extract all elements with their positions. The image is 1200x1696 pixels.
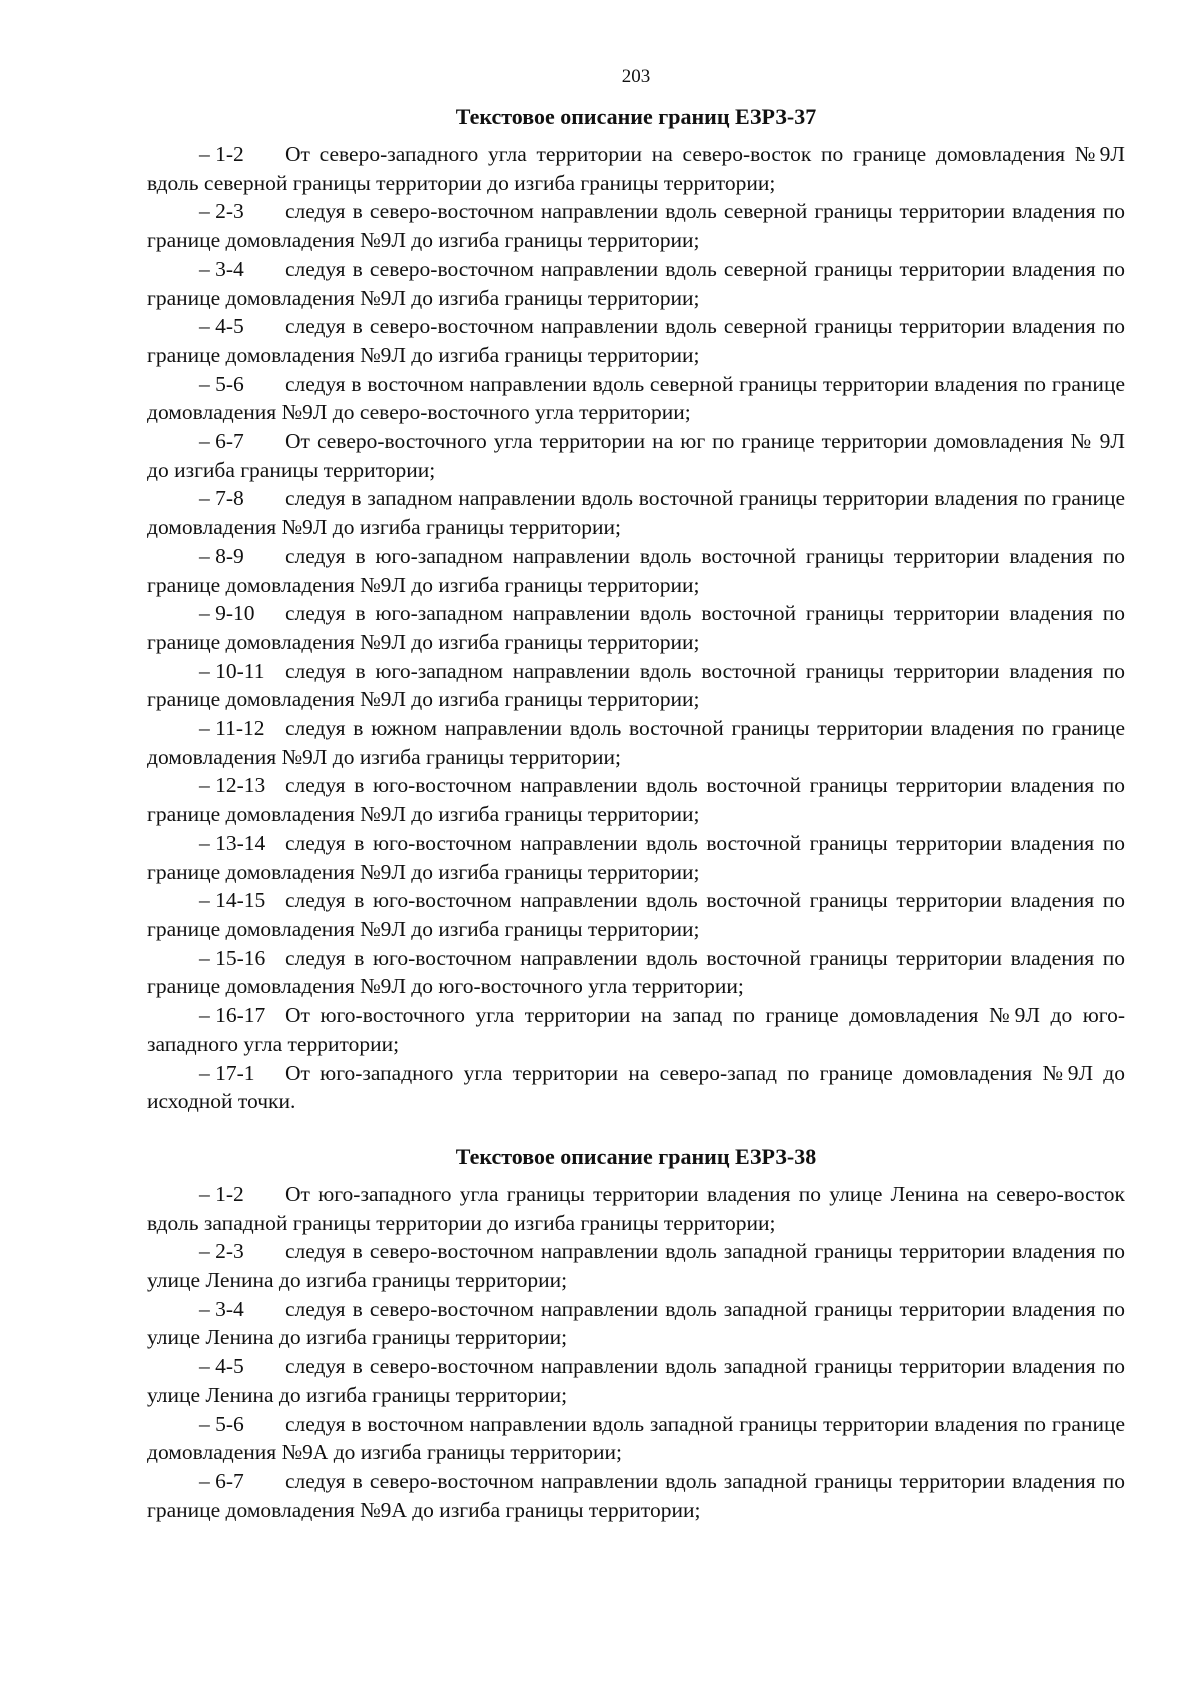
segment-code: – 2-3 (199, 1239, 244, 1264)
section-ezrz-37 (147, 104, 1125, 1116)
boundary-entry (147, 427, 1125, 484)
boundary-entry (147, 829, 1125, 886)
segment-text: следуя в северо-восточном направлении вдоль западной границы территории владения по улице Ленина до изгиба границы территории; (147, 1296, 1125, 1350)
segment-text: От юго-восточного угла территории на запад по границе домовладения №9Л до юго-западного угла территории; (147, 1003, 1125, 1056)
segment-text: следуя в северо-восточном направлении вдоль западной границы территории владения по границе домовладения №9А до изгиба границы территории; (147, 1468, 1125, 1522)
boundary-entry (147, 370, 1125, 427)
boundary-entry (147, 1295, 1125, 1352)
segment-text: следуя в северо-восточном направлении вдоль западной границы территории владения по улице Ленина до изгиба границы территории; (147, 1239, 1125, 1293)
segment-text: следуя в северо-восточном направлении вдоль северной границы территории владения по границе домовладения №9Л до изгиба границы территории; (147, 256, 1125, 310)
boundary-entry (147, 886, 1125, 943)
segment-text: следуя в западном направлении вдоль восточной границы территории владения по границе домовладения №9Л до изгиба границы территории; (147, 486, 1125, 540)
boundary-entry (147, 542, 1125, 599)
segment-code: – 8-9 (199, 543, 244, 568)
segment-code: – 5-6 (199, 371, 244, 396)
segment-text: следуя в юго-восточном направлении вдоль восточной границы территории владения по границе домовладения №9Л до юго-восточного угла территории; (147, 945, 1125, 999)
segment-code: – 9-10 (199, 601, 255, 626)
boundary-entry (147, 1410, 1125, 1467)
segment-text: следуя в юго-западном направлении вдоль восточной границы территории владения по границе домовладения №9Л до изгиба границы территории; (147, 658, 1125, 712)
boundary-entry (147, 944, 1125, 1001)
segment-code: – 12-13 (199, 773, 266, 798)
segment-text: следуя в северо-восточном направлении вдоль северной границы территории владения по границе домовладения №9Л до изгиба границы территории; (147, 199, 1125, 253)
segment-text: следуя в северо-восточном направлении вдоль западной границы территории владения по улице Ленина до изгиба границы территории; (147, 1354, 1125, 1407)
segment-code: – 13-14 (199, 830, 266, 855)
segment-text: следуя в северо-восточном направлении вдоль северной границы территории владения по границе домовладения №9Л до изгиба границы территории; (147, 314, 1125, 367)
boundary-entry (147, 312, 1125, 369)
boundary-entry (147, 484, 1125, 541)
segment-text: следуя в восточном направлении вдоль западной границы территории владения по границе домовладения №9А до изгиба границы территории; (147, 1411, 1125, 1465)
segment-text: следуя в юго-восточном направлении вдоль восточной границы территории владения по границе домовладения №9Л до изгиба границы территории; (147, 888, 1125, 941)
segment-code: – 5-6 (199, 1411, 244, 1436)
segment-code: – 1-2 (199, 142, 244, 166)
boundary-entry (147, 599, 1125, 656)
segment-code: – 15-16 (199, 945, 266, 970)
boundary-entry (147, 714, 1125, 771)
segment-code: – 16-17 (199, 1003, 266, 1028)
segment-code: – 4-5 (199, 1354, 244, 1379)
segment-code: – 6-7 (199, 429, 244, 454)
page-number: 203 (621, 66, 651, 87)
segment-text: От северо-восточного угла территории на юг по границе территории домовладения № 9Л до изгиба границы территории; (147, 429, 1125, 482)
segment-text: следуя в юго-западном направлении вдоль восточной границы территории владения по границе домовладения №9Л до изгиба границы территории; (147, 601, 1125, 654)
segment-text: следуя в южном направлении вдоль восточной границы территории владения по границе домовладения №9Л до изгиба границы территории; (147, 716, 1125, 769)
section-title: Текстовое описание границ ЕЗРЗ-37 (455, 104, 817, 129)
segment-code: – 11-12 (199, 716, 265, 741)
segment-text: следуя в юго-восточном направлении вдоль восточной границы территории владения по границе домовладения №9Л до изгиба границы территории; (147, 830, 1125, 884)
segment-code: – 3-4 (199, 1296, 244, 1321)
segment-text: От юго-западного угла территории на северо-запад по границе домовладения №9Л до исходной точки. (147, 1060, 1125, 1114)
boundary-entry (147, 1467, 1125, 1524)
segment-code: – 1-2 (199, 1181, 244, 1206)
segment-code: – 7-8 (199, 486, 244, 511)
segment-text: От юго-западного угла границы территории владения по улице Ленина на северо-восток вдоль западной границы территории до изгиба границы территории; (147, 1181, 1125, 1235)
segment-code: – 4-5 (199, 314, 244, 339)
segment-text: следуя в юго-восточном направлении вдоль восточной границы территории владения по границе домовладения №9Л до изгиба границы территории; (147, 773, 1125, 827)
segment-code: – 14-15 (199, 888, 266, 913)
boundary-entry (147, 771, 1125, 828)
section-title: Текстовое описание границ ЕЗРЗ-38 (455, 1143, 817, 1169)
document-page (147, 66, 1125, 1524)
boundary-entry (147, 1352, 1125, 1409)
boundary-entry (147, 197, 1125, 254)
segment-text: От северо-западного угла территории на северо-восток по границе домовладения №9Л вдоль северной границы территории до изгиба границы территории; (147, 142, 1125, 195)
segment-text: следуя в восточном направлении вдоль северной границы территории владения по границе домовладения №9Л до северо-восточного угла территории; (147, 371, 1125, 425)
boundary-entry (147, 657, 1125, 714)
section-ezrz-38 (147, 1144, 1125, 1524)
boundary-entry (147, 140, 1125, 197)
segment-code: – 10-11 (199, 658, 265, 683)
boundary-entry (147, 255, 1125, 312)
segment-code: – 3-4 (199, 256, 244, 281)
segment-text: следуя в юго-западном направлении вдоль восточной границы территории владения по границе домовладения №9Л до изгиба границы территории; (147, 543, 1125, 597)
boundary-entry (147, 1237, 1125, 1294)
boundary-entry (147, 1001, 1125, 1058)
boundary-entry (147, 1180, 1125, 1237)
segment-code: – 6-7 (199, 1468, 244, 1493)
boundary-entry (147, 1059, 1125, 1116)
segment-code: – 17-1 (199, 1060, 255, 1085)
segment-code: – 2-3 (199, 199, 244, 224)
